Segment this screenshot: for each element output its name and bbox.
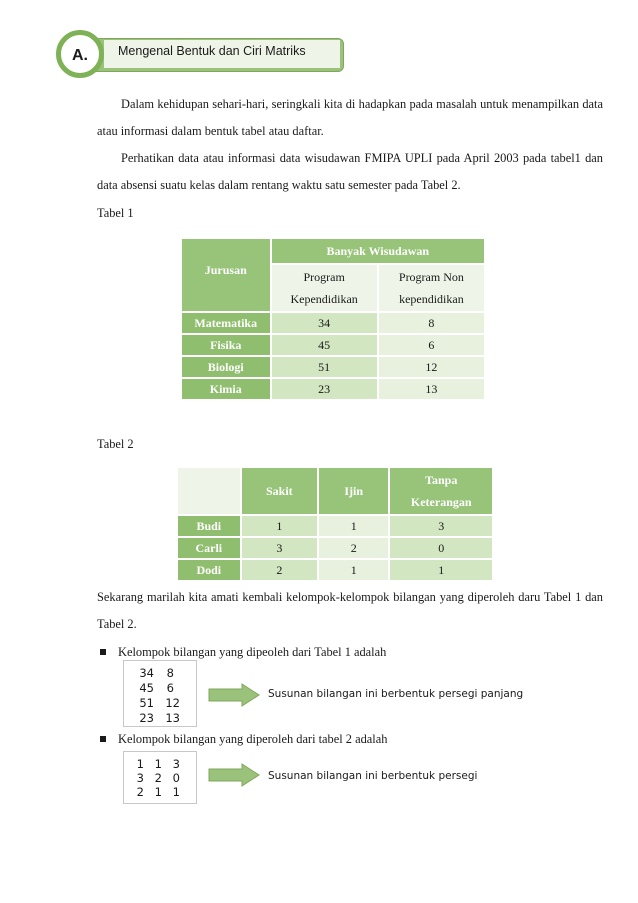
table2-cell: 2: [242, 560, 317, 580]
matrix-cell: 1: [136, 757, 144, 771]
matrix-cell: 8: [166, 666, 174, 680]
matrix-cell: 2: [136, 785, 144, 799]
matrix-cell: 23: [139, 711, 154, 725]
table2-cell: 2: [319, 538, 388, 558]
table2-header-tanpa-line1: Tanpa: [425, 473, 458, 487]
table1-row-name: Kimia: [182, 379, 270, 399]
table2-label: Tabel 2: [97, 437, 134, 451]
section-header: [56, 30, 346, 76]
matrix-cell: 1: [172, 785, 180, 799]
matrix-cell: 12: [165, 696, 180, 710]
table2-cell: 0: [390, 538, 492, 558]
table1-header-program-non-line2: kependidikan: [399, 292, 464, 306]
matrix-cell: 3: [136, 771, 144, 785]
table1-cell: 12: [379, 357, 484, 377]
table-absensi: [176, 466, 494, 582]
matrix-cell: 1: [154, 757, 162, 771]
table2-row-name: Carli: [178, 538, 240, 558]
matrix-cell: 2: [154, 771, 162, 785]
table2-cell: 1: [319, 560, 388, 580]
bullet-group-1: [100, 645, 386, 660]
table1-header-program-line2: Kependidikan: [290, 292, 358, 306]
matrix-box-1: [123, 660, 197, 727]
matrix-cell: 6: [166, 681, 174, 695]
table-row: [182, 357, 484, 377]
matrix-cell: 34: [139, 666, 154, 680]
table2-header-sakit: Sakit: [242, 468, 317, 514]
section-title: Mengenal Bentuk dan Ciri Matriks: [118, 44, 306, 58]
matrix-cell: 45: [139, 681, 154, 695]
table-row: [178, 538, 492, 558]
table2-row-name: Dodi: [178, 560, 240, 580]
table2-header-tanpa: [390, 468, 492, 514]
table2-row-name: Budi: [178, 516, 240, 536]
matrix-cell: 51: [139, 696, 154, 710]
square-bullet-icon: [100, 649, 106, 655]
table1-row-name: Biologi: [182, 357, 270, 377]
table2-cell: 1: [390, 560, 492, 580]
table2-header-empty: [178, 468, 240, 514]
table2-cell: 3: [242, 538, 317, 558]
table1-cell: 6: [379, 335, 484, 355]
matrix-cell: 3: [172, 757, 180, 771]
note-group-1: Susunan bilangan ini berbentuk persegi panjang: [268, 688, 524, 700]
table1-cell: 45: [272, 335, 377, 355]
table1-header-program-line1: Program: [303, 270, 345, 284]
table-row: [178, 516, 492, 536]
table2-cell: 1: [242, 516, 317, 536]
table1-cell: 13: [379, 379, 484, 399]
paragraph-observe: Sekarang marilah kita amati kembali kelompok-kelompok bilangan yang diperoleh daru Tabel 1 dan Tabel 2.: [97, 590, 603, 631]
table2-cell: 1: [319, 516, 388, 536]
matrix-cell: 1: [154, 785, 162, 799]
note-group-2: Susunan bilangan ini berbentuk persegi: [268, 770, 478, 782]
table1-header-group: Banyak Wisudawan: [272, 239, 484, 263]
table1-header-program: [272, 265, 377, 311]
table2-cell: 3: [390, 516, 492, 536]
table1-cell: 51: [272, 357, 377, 377]
paragraph-tables: Perhatikan data atau informasi data wisudawan FMIPA UPLI pada April 2003 pada tabel1 dan data absensi suatu kelas dalam rentang waktu satu semester pada Tabel 2.: [97, 151, 603, 192]
table-wisudawan: [180, 237, 486, 401]
section-letter: A.: [72, 47, 88, 64]
right-arrow-icon: [208, 763, 260, 787]
table1-header-program-non: [379, 265, 484, 311]
section-badge: [56, 30, 104, 78]
table1-header-program-non-line1: Program Non: [398, 270, 464, 284]
bullet-group-1-text: Kelompok bilangan yang dipeoleh dari Tabel 1 adalah: [118, 645, 387, 659]
paragraph-intro: Dalam kehidupan sehari-hari, seringkali kita di hadapkan pada masalah untuk menampilkan data atau informasi dalam bentuk tabel atau daftar.: [97, 97, 603, 138]
table1-row-name: Fisika: [182, 335, 270, 355]
table2-header-ijin: Ijin: [319, 468, 388, 514]
table-row: [182, 313, 484, 333]
table1-label: Tabel 1: [97, 206, 134, 220]
table-row: [178, 560, 492, 580]
right-arrow-icon: [208, 683, 260, 707]
table1-cell: 34: [272, 313, 377, 333]
matrix-cell: 13: [165, 711, 180, 725]
table1-cell: 8: [379, 313, 484, 333]
table-row: [182, 379, 484, 399]
matrix-box-2: [123, 751, 197, 804]
table1-row-name: Matematika: [182, 313, 270, 333]
bullet-group-2-text: Kelompok bilangan yang diperoleh dari tabel 2 adalah: [118, 732, 388, 746]
matrix-cell: 0: [172, 771, 180, 785]
square-bullet-icon: [100, 736, 106, 742]
table1-cell: 23: [272, 379, 377, 399]
table-row: [182, 335, 484, 355]
table2-header-tanpa-line2: Keterangan: [410, 495, 472, 509]
bullet-group-2: [100, 732, 387, 747]
table1-header-jurusan: Jurusan: [182, 239, 270, 311]
